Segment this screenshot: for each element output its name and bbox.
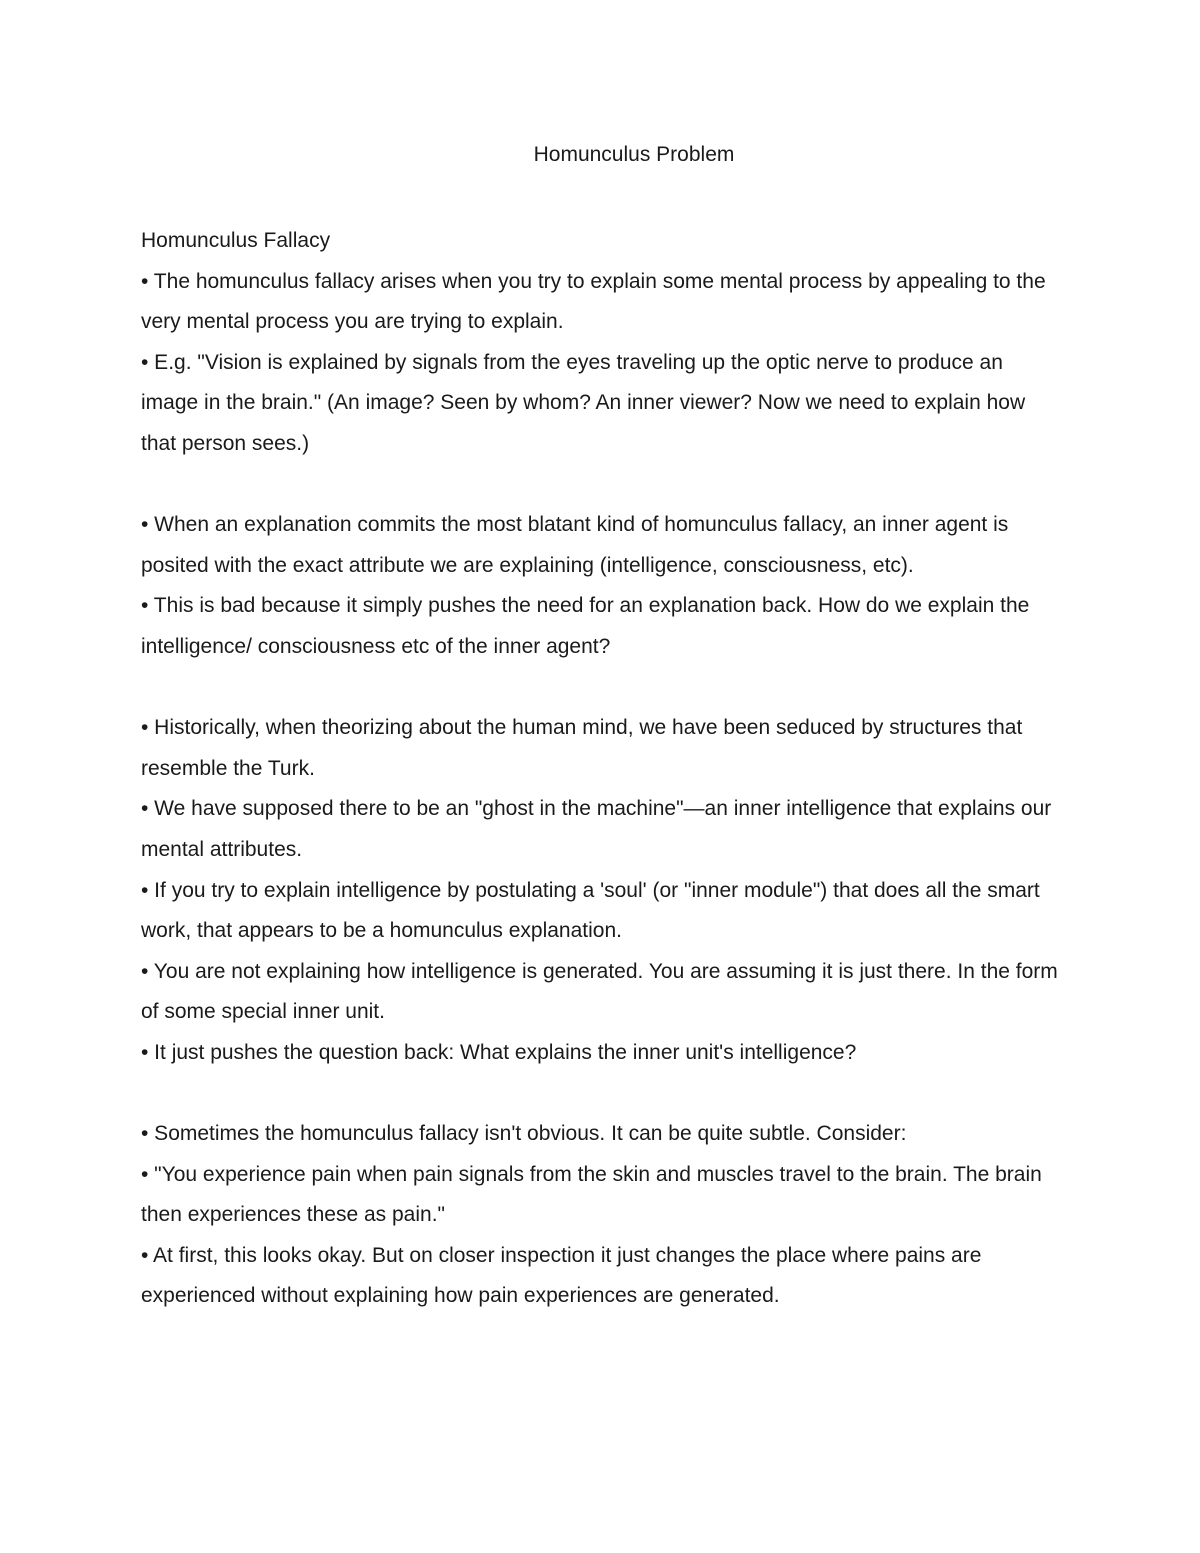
paragraph-gap <box>141 465 1061 506</box>
paragraph-gap <box>141 1073 1061 1114</box>
page-title: Homunculus Problem <box>533 143 735 166</box>
bullet-paragraph: • Historically, when theorizing about the human mind, we have been seduced by structures that resemble the Turk. <box>141 716 1023 780</box>
section-heading: Homunculus Fallacy <box>141 229 331 252</box>
bullet-paragraph: • It just pushes the question back: What explains the inner unit's intelligence? <box>141 1040 857 1064</box>
bullet-paragraph: • E.g. "Vision is explained by signals from the eyes traveling up the optic nerve to produce an image in the brain." (An image? Seen by whom? An inner viewer? Now we need to explain how that person sees.) <box>141 350 1026 455</box>
bullet-paragraph: • This is bad because it simply pushes the need for an explanation back. How do we explain the intelligence/ consciousness etc of the inner agent? <box>141 594 1030 658</box>
document-body <box>141 221 1061 1317</box>
bullet-paragraph: • You are not explaining how intelligence is generated. You are assuming it is just there. In the form of some special inner unit. <box>141 959 1058 1024</box>
bullet-paragraph: • At first, this looks okay. But on closer inspection it just changes the place where pains are experienced without explaining how pain experiences are generated. <box>141 1243 982 1308</box>
bullet-paragraph: • Sometimes the homunculus fallacy isn't obvious. It can be quite subtle. Consider: <box>141 1122 907 1146</box>
bullet-paragraph: • We have supposed there to be an "ghost in the machine"—an inner intelligence that explains our mental attributes. <box>141 797 1052 861</box>
bullet-paragraph: • "You experience pain when pain signals from the skin and muscles travel to the brain. The brain then experiences these as pain." <box>141 1162 1042 1227</box>
bullet-paragraph: • If you try to explain intelligence by postulating a 'soul' (or "inner module") that does all the smart work, that appears to be a homunculus explanation. <box>141 878 1040 943</box>
paragraph-gap <box>141 668 1061 709</box>
bullet-paragraph: • The homunculus fallacy arises when you try to explain some mental process by appealing to the very mental process you are trying to explain. <box>141 269 1046 334</box>
bullet-paragraph: • When an explanation commits the most blatant kind of homunculus fallacy, an inner agent is posited with the exact attribute we are explaining (intelligence, consciousness, etc). <box>141 513 1009 577</box>
